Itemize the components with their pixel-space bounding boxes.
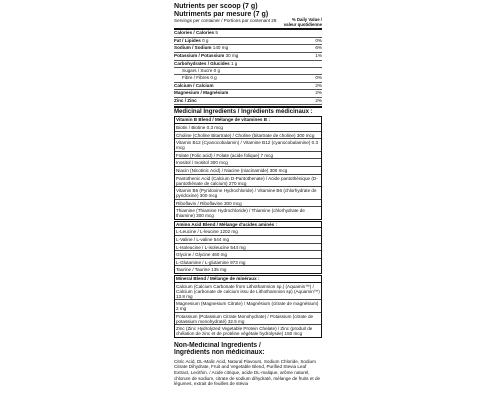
nutrient-label — [174, 90, 228, 97]
nutrient-row — [174, 61, 322, 69]
nutrient-daily-value: 2% — [315, 97, 322, 103]
ingredient-item: Folate (Folic acid) / Folate (acide folique) 7 mcg — [175, 152, 321, 160]
nutrient-name: Potassium / Potassium — [174, 52, 225, 58]
ingredient-item: L-Glutamine / L-glutamine 973 mg — [175, 259, 321, 267]
vitamin-b-blend-box — [174, 116, 322, 220]
nutrient-label — [174, 68, 220, 74]
nutrient-daily-value: 2% — [315, 90, 322, 96]
nutrient-row — [174, 75, 322, 82]
daily-value-label-en: % Daily Value / — [291, 17, 322, 22]
ingredient-item: Pantothenic Acid (Calcium D-Pantothenate) / Acide pantothénique (D-pantothénate de calcium) 270 mcg — [175, 175, 321, 188]
nutrient-name: Magnesium / Magnésium — [174, 90, 229, 96]
nutrient-daily-value: 0% — [315, 75, 322, 81]
non-medicinal-ingredients-text: Citric Acid, DL-Malic Acid, Natural Flavours, Sodium Chloride, Sodium Citrate Dihydrate, Fruit and Vegetable Blend, Purified Stevia Leaf Extract, Lecithin. / Acide citrique, acide DL-malique, arôme naturel, chlorure de sodium, citrate de sodium dihydraté, mélange de fruits et de légumes, extrait de feuilles de stévia — [174, 358, 321, 387]
nutrient-label — [174, 38, 208, 45]
amino-acid-blend-list — [175, 228, 321, 273]
nutrient-name: Sugars / Sucre — [182, 68, 213, 74]
nutrient-label — [174, 75, 217, 81]
nutrient-row — [174, 53, 322, 61]
nutrient-daily-value: 1% — [315, 52, 322, 58]
ingredient-item: L-Valine / L-valine 544 mg — [175, 236, 321, 244]
nutrient-label — [174, 53, 238, 60]
nutrient-name: Fibre / Fibres — [182, 75, 210, 81]
nutrient-label — [174, 83, 214, 90]
mineral-blend-heading: Mineral Blend / Mélange de minéraux : — [175, 276, 321, 283]
nutrients-title-en: Nutrients per scoop (7 g) — [174, 1, 258, 10]
medicinal-ingredients-title: Medicinal Ingredients / Ingrédients médicinaux : — [174, 108, 313, 116]
vitamin-b-blend-list — [175, 124, 321, 219]
nutrient-name: Calories / Calories — [174, 30, 215, 36]
non-medicinal-title-fr: Ingrédients non médicinaux: — [174, 349, 265, 357]
nutrient-row — [174, 45, 322, 53]
nutrient-amount: 5 — [215, 30, 218, 36]
ingredient-item: Vitamin B12 (Cyanocobalamin) / Vitamine B12 (cyanocobalamine) 0.3 mcg — [175, 139, 321, 152]
nutrient-row — [174, 98, 322, 106]
ingredient-item: L-Isoleucine / L-isoleucine 544 mg — [175, 244, 321, 252]
ingredient-item: Zinc (Zinc Hydrolyzed Vegetable Protein Chelate) / Zinc (produit de chélation de zinc et de protéine végétale hydrolysée) 150 mcg — [176, 326, 313, 337]
nutrient-amount: 0 g — [210, 75, 217, 81]
non-medicinal-title-en: Non-Medicinal Ingredients / — [174, 342, 261, 349]
nutrient-name: Zinc / Zinc — [174, 97, 197, 103]
ingredient-item: Taurine / Taurine 135 mg — [176, 267, 227, 273]
nutrient-name: Carbohydrates / Glucides — [174, 60, 230, 66]
mineral-blend-box — [174, 275, 322, 338]
ingredient-item: Choline (Choline Bitartrate) / Choline (bitartrate de choline) 300 mcg — [175, 132, 321, 140]
nutrient-amount: 0 g — [213, 68, 221, 74]
ingredient-item: Calcium (Calcium Carbonate from Lithothamnion sp.) (Aquamin™) / Calcium (carbonate de calcium issu de Lithothamnion sp) (Aquamin™) 13.8 mg — [176, 283, 320, 299]
nutrient-name: Calcium / Calcium — [174, 82, 214, 88]
amino-acid-blend-heading: Amino Acid Blend / Mélange d'acides aminés : — [175, 222, 321, 229]
nutrient-daily-value: 0% — [315, 37, 322, 43]
ingredient-item: Vitamin B6 (Pyridoxine Hydrochloride) / Vitamine B6 (chlorhydrate de pyridoxine) 300 mcg — [175, 187, 321, 200]
ingredient-item: Potassium (Potassium Citrate Monohydrate) / Potassium (citrate de potassium monohydraté) 32.5 mg — [175, 313, 321, 326]
nutrient-amount: 0 g — [202, 37, 209, 43]
servings-per-container: Servings per container / Portions par contenant 28 — [174, 18, 277, 23]
ingredient-item: Magnesium (Magnesium Citrate) / Magnésium (citrate de magnésium) 2 mg — [175, 300, 321, 313]
nutrient-name: Fat / Lipides — [174, 37, 201, 43]
ingredient-item: Riboflavin / Riboflavine 300 mcg — [175, 200, 321, 208]
servings-header — [174, 18, 322, 27]
nutrient-amount: 30 mg — [225, 52, 239, 58]
nutrient-name: Sodium / Sodium — [174, 45, 212, 51]
ingredient-item: Inositol / Inositol 300 mcg — [175, 159, 321, 167]
nutrient-table — [174, 30, 322, 105]
ingredient-item: Biotin / Biotine 0.3 mcg — [175, 124, 321, 132]
nutrient-row — [174, 90, 322, 98]
daily-value-header — [284, 18, 322, 27]
amino-acid-blend-box — [174, 221, 322, 274]
ingredient-item: Glycine / Glycine 460 mg — [175, 251, 321, 259]
nutrient-label — [174, 98, 197, 105]
ingredient-item: Thiamine (Thiamine Hydrochloride) / Thiamine (chlorhydrate de thiamine) 300 mcg — [176, 208, 305, 219]
nutrient-amount: 1 g — [230, 60, 238, 66]
nutrient-row — [174, 30, 322, 38]
nutrient-daily-value: 6% — [315, 45, 322, 51]
mineral-blend-list — [175, 283, 321, 337]
ingredient-item: L-Leucine / L-leucine 1202 mg — [175, 228, 321, 236]
vitamin-b-blend-heading: Vitamin B Blend / Mélange de vitamines B : — [175, 117, 321, 124]
nutrient-row — [174, 68, 322, 75]
nutrient-amount: 140 mg — [212, 45, 229, 51]
nutrition-facts-panel — [174, 2, 322, 387]
nutrients-title-fr: Nutriments par mesure (7 g) — [174, 9, 269, 18]
nutrient-daily-value: 2% — [315, 82, 322, 88]
nutrient-row — [174, 83, 322, 91]
nutrient-label — [174, 30, 218, 37]
ingredient-item: Niacin (Nicotinic Acid) / Niacine (niacinamide) 300 mcg — [175, 167, 321, 175]
nutrient-row — [174, 38, 322, 46]
daily-value-label-fr: valeur quotidienne — [283, 21, 322, 27]
nutrient-label — [174, 45, 228, 52]
nutrient-label — [174, 61, 237, 68]
